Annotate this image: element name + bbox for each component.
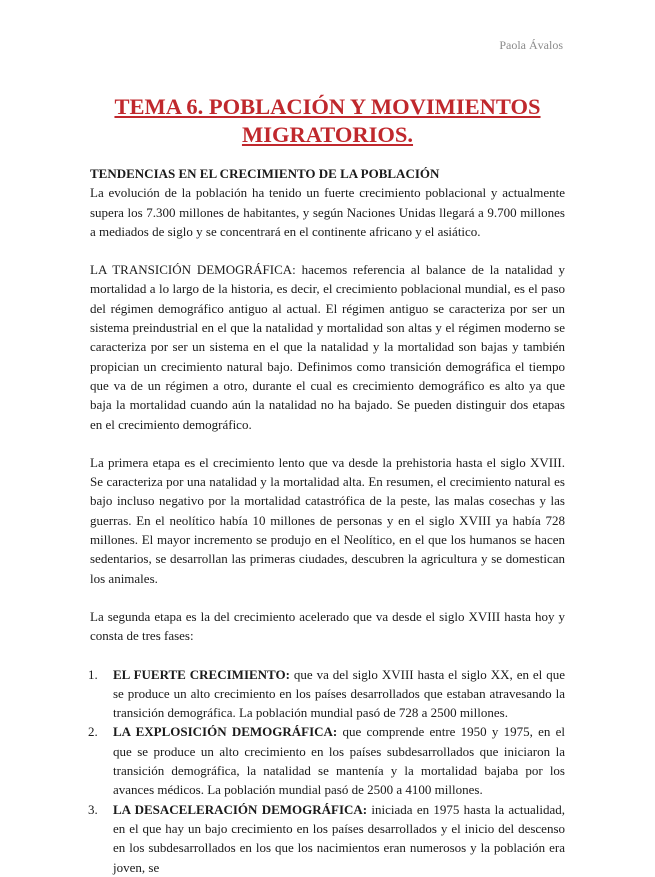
list-text: que comprende entre 1950 y 1975, en el que se produce un alto crecimiento en los países subdesarrollados que iniciaron la transición demográfica, la natalidad se mantenía y la mortalidad bajaba por los avances médicos. La población mundial pasó de 2500 a 4100 millones.	[113, 724, 566, 798]
list-term: LA DESACELERACIÓN DEMOGRÁFICA:	[113, 801, 368, 817]
document-body	[90, 164, 565, 877]
list-number: 3.	[88, 801, 98, 817]
title-line-1: TEMA 6. POBLACIÓN Y MOVIMIENTOS	[114, 94, 541, 119]
phases-list	[90, 665, 565, 877]
paragraph-segunda-etapa: La segunda etapa es la del crecimiento acelerado que va desde el siglo XVIII hasta hoy y consta de tres fases:	[90, 608, 565, 644]
title-line-2: MIGRATORIOS.	[241, 122, 414, 147]
list-text: iniciada en 1975 hasta la actualidad, en el que hay un bajo crecimiento en los países desarrollados y el inicio del descenso en los subdesarrollados en los que los nacimientos eran numerosos y la población era joven, se	[113, 801, 565, 875]
list-term: EL FUERTE CRECIMIENTO:	[113, 666, 290, 682]
header-author: Paola Ávalos	[499, 38, 563, 52]
list-text: que va del siglo XVIII hasta el siglo XX, en el que se produce un alto crecimiento en los países desarrollados que estaban atravesando la transición demográfica. La población mundial pasó de 728 a 2500 millones.	[113, 666, 565, 721]
paragraph-intro: La evolución de la población ha tenido un fuerte crecimiento poblacional y actualmente supera los 7.300 millones de habitantes, y según Naciones Unidas llegará a 9.700 millones a mediados de siglo y se concentrará en el continente africano y el asiático.	[90, 185, 565, 239]
paragraph-primera-etapa: La primera etapa es el crecimiento lento que va desde la prehistoria hasta el siglo XVIII. Se caracteriza por una natalidad y la mortalidad alta. En resumen, el crecimiento natural es bajo incluso negativo por la mortalidad catastrófica de la peste, las malas cosechas y las guerras. En el neolítico había 10 millones de personas y en el siglo XVIII ya había 728 millones. El mayor incremento se produjo en el Neolítico, en el que los humanos se hacen sedentarios, se desarrollan las primeras ciudades, descubren la agricultura y se domestican los animales.	[90, 454, 565, 586]
list-term: LA EXPLOSICIÓN DEMOGRÁFICA:	[113, 724, 338, 740]
list-number: 1.	[88, 666, 98, 682]
list-item	[90, 665, 565, 723]
list-item	[90, 800, 565, 877]
page-title	[60, 93, 595, 149]
paragraph-transicion: LA TRANSICIÓN DEMOGRÁFICA: hacemos referencia al balance de la natalidad y mortalidad a lo largo de la historia, es decir, el crecimiento poblacional mundial, es el paso del régimen demográfico antiguo al actual. El régimen antiguo se caracteriza por ser un sistema preindustrial en el que la natalidad y mortalidad son altas y el régimen moderno se caracteriza por ser un sistema en el que la natalidad y la mortalidad son bajas y también propician un crecimiento natural bajo. Definimos como transición demográfica el tiempo que va de un régimen a otro, durante el cual es crecimiento demográfico es alto ya que baja la mortalidad cuando aún la natalidad no ha bajado. Se pueden distinguir dos etapas en el crecimiento demográfico.	[90, 262, 565, 432]
section-heading: TENDENCIAS EN EL CRECIMIENTO DE LA POBLACIÓN	[90, 166, 440, 181]
list-item	[90, 722, 565, 799]
list-number: 2.	[88, 724, 98, 740]
